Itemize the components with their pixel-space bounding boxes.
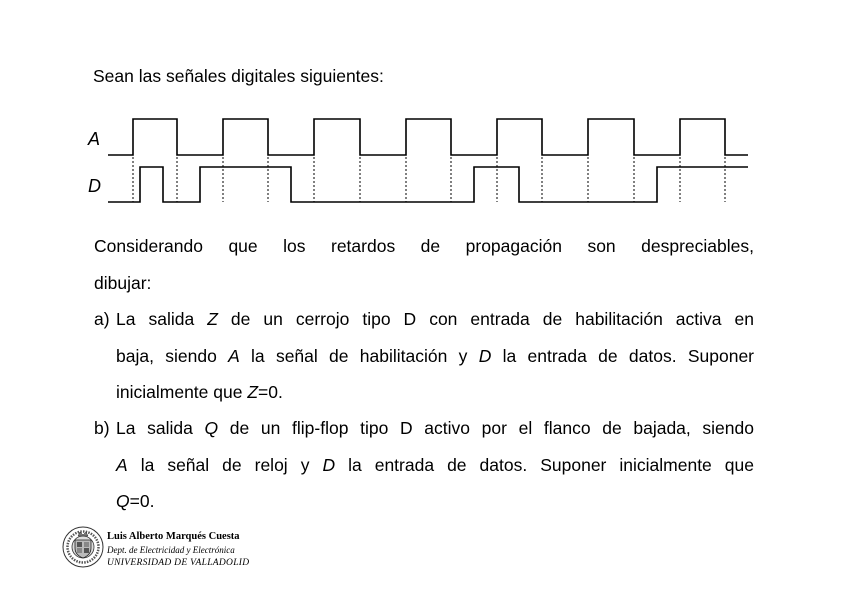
item-b-marker: b) [94, 418, 110, 438]
item-a-line-2: baja, siendo A la señal de habilitación y D la entrada de datos. Suponer [116, 345, 754, 366]
item-a-marker: a) [94, 309, 110, 329]
signal-a-label: A [88, 129, 101, 149]
paragraph-line-1: Considerando que los retardos de propagación son despreciables, [94, 236, 754, 256]
item-a [94, 301, 754, 411]
paragraph-line-2: dibujar: [94, 272, 152, 293]
signal-a-waveform [108, 119, 748, 155]
guide-lines [133, 157, 725, 202]
university-name: UNIVERSIDAD DE VALLADOLID [107, 558, 250, 568]
author-name: Luis Alberto Marqués Cuesta [107, 531, 240, 542]
signal-d-waveform [108, 167, 748, 202]
item-a-line-3: inicialmente que Z=0. [116, 382, 283, 402]
instructions-paragraph [94, 228, 754, 301]
item-b-line-1: La salida Q de un flip-flop tipo D activo por el flanco de bajada, siendo [116, 418, 754, 438]
department-name: Dept. de Electricidad y Electrónica [107, 545, 235, 555]
signal-d-label: D [88, 176, 101, 196]
item-b-line-2: A la señal de reloj y D la entrada de datos. Suponer inicialmente que [116, 454, 754, 475]
intro-text: Sean las señales digitales siguientes: [93, 66, 384, 86]
item-b-line-3: Q=0. [116, 491, 155, 511]
item-b [94, 410, 754, 520]
university-seal-logo [62, 526, 104, 568]
item-a-line-1: La salida Z de un cerrojo tipo D con entrada de habilitación activa en [116, 309, 754, 329]
